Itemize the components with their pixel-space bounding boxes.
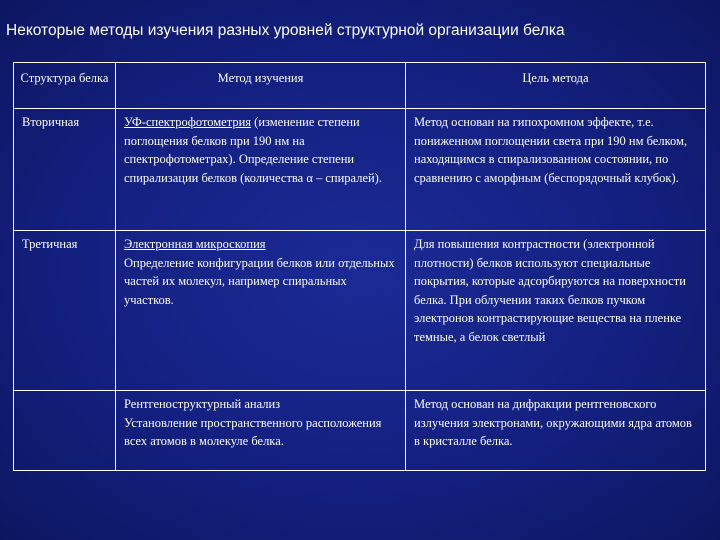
method-cell [116, 109, 406, 231]
method-name: Электронная микроскопия [124, 237, 266, 251]
methods-table [13, 62, 706, 471]
method-cell [116, 391, 406, 471]
method-text: (изменение степени поглощения белков при 190 нм на спектрофотометрах). Определение степени спирализации белков (количества α – спиралей). [124, 115, 382, 185]
table-row [14, 231, 706, 391]
table-row [14, 109, 706, 231]
method-name: Рентгеноструктурный анализ [124, 397, 281, 411]
method-name: УФ-спектрофотометрия [124, 115, 252, 129]
structure-cell: Вторичная [14, 109, 116, 231]
header-structure: Структура белка [14, 63, 116, 109]
table-header-row [14, 63, 706, 109]
structure-cell: Третичная [14, 231, 116, 391]
goal-cell: Метод основан на дифракции рентгеновского излучения электронами, окружающими ядра атомов в кристалле белка. [406, 391, 706, 471]
goal-cell: Для повышения контрастности (электронной плотности) белков используют специальные покрытия, которые адсорбируются на поверхности белка. При облучении таких белков пучком электронов контрастирующие вещества на пленке темные, а белок светлый [406, 231, 706, 391]
method-text: Установление пространственного расположения всех атомов в молекуле белка. [124, 415, 382, 448]
goal-cell: Метод основан на гипохромном эффекте, т.е. пониженном поглощении света при 190 нм белком, находящимся в спирализованном состоянии, по сравнению с аморфным (беспорядочный клубок). [406, 109, 706, 231]
structure-cell [14, 391, 116, 471]
header-method: Метод изучения [116, 63, 406, 109]
method-text: Определение конфигурации белков или отдельных частей их молекул, например спиральных участков. [124, 255, 395, 307]
header-goal: Цель метода [406, 63, 706, 109]
table-row [14, 391, 706, 471]
method-cell [116, 231, 406, 391]
slide-title: Некоторые методы изучения разных уровней структурной организации белка [6, 22, 565, 39]
